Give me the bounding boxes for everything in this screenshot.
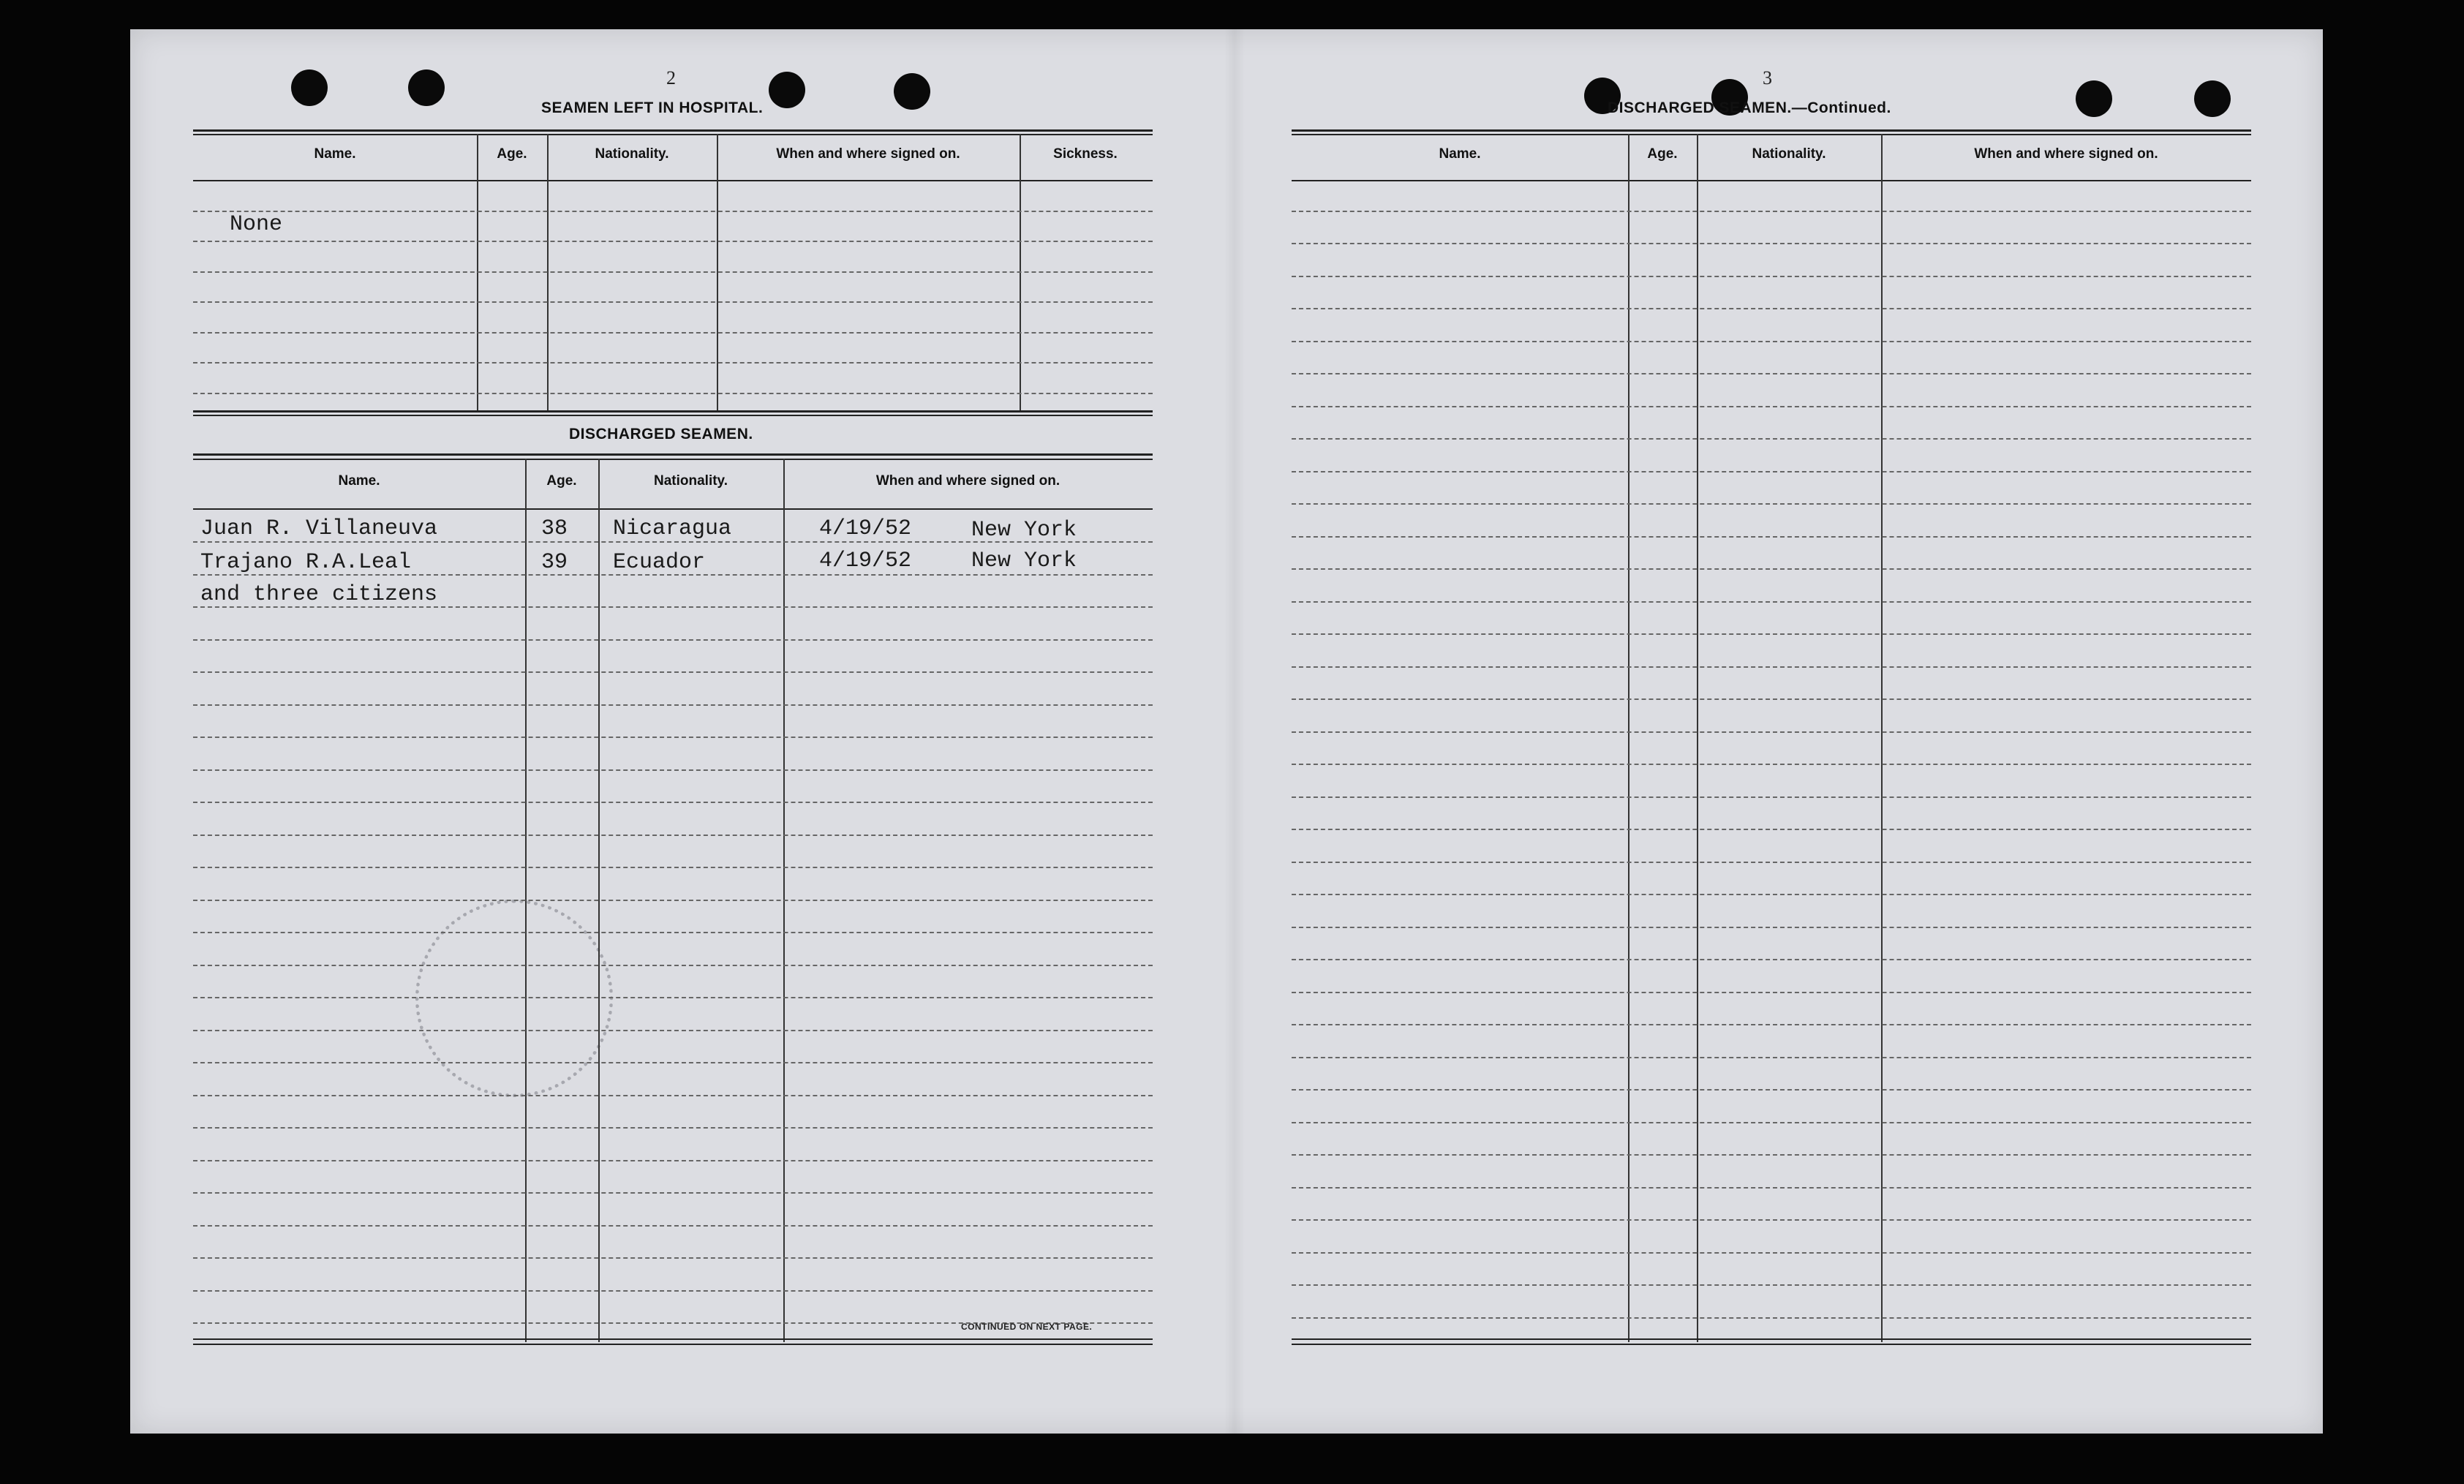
ruled-line	[193, 737, 1153, 738]
ruled-line	[193, 639, 1153, 641]
seaman-2-age: 39	[541, 550, 568, 575]
hospital-bottom-rule-2	[193, 415, 1153, 416]
right-top-rule-2	[1292, 134, 2251, 135]
ruled-line	[1292, 243, 2251, 244]
continued-note: CONTINUED ON NEXT PAGE.	[961, 1322, 1093, 1332]
ruled-line	[1292, 764, 2251, 765]
discharged-col-nationality: Nationality.	[654, 473, 728, 489]
left-page	[130, 29, 1235, 1434]
ruled-line	[1292, 438, 2251, 440]
hospital-section-title: SEAMEN LEFT IN HOSPITAL.	[541, 99, 764, 116]
hospital-col-signed-on: When and where signed on.	[776, 146, 960, 162]
ruled-line	[1292, 276, 2251, 277]
right-top-rule	[1292, 129, 2251, 132]
right-title-suffix: —Continued.	[1791, 99, 1891, 116]
discharged-bottom-rule-2	[193, 1344, 1153, 1345]
ruled-line	[1292, 308, 2251, 309]
ruled-line	[193, 241, 1153, 242]
ruled-line	[193, 671, 1153, 673]
ruled-line	[1292, 992, 2251, 993]
ruled-line	[1292, 406, 2251, 407]
right-col-divider	[1881, 134, 1883, 1342]
ruled-line	[193, 301, 1153, 303]
ruled-line	[193, 1257, 1153, 1259]
ruled-line	[1292, 927, 2251, 928]
ruled-line	[1292, 862, 2251, 863]
ruled-line	[193, 1225, 1153, 1227]
seaman-2-name: Trajano R.A.Leal	[200, 550, 412, 575]
ruled-line	[1292, 1122, 2251, 1123]
ruled-line	[1292, 1024, 2251, 1025]
ruled-line	[1292, 1089, 2251, 1091]
ruled-line	[1292, 666, 2251, 668]
ruled-line	[1292, 894, 2251, 895]
discharged-bottom-rule	[193, 1338, 1153, 1340]
ruled-line	[1292, 601, 2251, 603]
discharged-top-rule	[193, 453, 1153, 456]
ruled-line	[1292, 1219, 2251, 1221]
ruled-line	[193, 1160, 1153, 1161]
hospital-top-rule-2	[193, 134, 1153, 135]
ruled-line	[193, 1127, 1153, 1129]
hospital-col-name: Name.	[314, 146, 356, 162]
right-col-signed-on: When and where signed on.	[1974, 146, 2158, 162]
right-col-divider	[1628, 134, 1630, 1342]
right-col-age: Age.	[1647, 146, 1678, 162]
seaman-3-name: and three citizens	[200, 582, 438, 607]
hospital-top-rule	[193, 129, 1153, 132]
ruled-line	[1292, 503, 2251, 505]
ruled-line	[193, 769, 1153, 771]
document-sheet	[130, 29, 2323, 1434]
right-page	[1235, 29, 2323, 1434]
discharged-col-name: Name.	[338, 473, 380, 489]
ruled-line	[193, 1290, 1153, 1292]
right-col-name: Name.	[1439, 146, 1481, 162]
ruled-line	[193, 997, 1153, 998]
ruled-line	[1292, 698, 2251, 700]
seaman-1-name: Juan R. Villaneuva	[200, 516, 438, 541]
ruled-line	[193, 867, 1153, 868]
ruled-line	[1292, 1187, 2251, 1189]
discharged-col-age: Age.	[546, 473, 577, 489]
ruled-line	[193, 835, 1153, 836]
right-section-title	[1608, 99, 1891, 117]
ruled-line	[193, 1030, 1153, 1031]
seaman-2-nationality: Ecuador	[613, 550, 706, 575]
ruled-line	[1292, 1317, 2251, 1319]
right-bottom-rule	[1292, 1338, 2251, 1340]
right-bottom-rule-2	[1292, 1344, 2251, 1345]
ruled-line	[1292, 471, 2251, 472]
seaman-1-nationality: Nicaragua	[613, 516, 732, 541]
ruled-line	[193, 393, 1153, 394]
ruled-line	[193, 362, 1153, 364]
discharged-top-rule-2	[193, 459, 1153, 460]
ruled-line	[193, 1095, 1153, 1096]
ruled-line	[1292, 568, 2251, 570]
hospital-col-age: Age.	[497, 146, 527, 162]
ruled-line	[193, 271, 1153, 273]
ruled-line	[1292, 731, 2251, 733]
ruled-line	[1292, 211, 2251, 212]
hospital-header-rule	[193, 180, 1153, 181]
right-col-nationality: Nationality.	[1752, 146, 1826, 162]
right-title-main: DISCHARGED SEAMEN.	[1608, 99, 1792, 116]
seaman-1-place: New York	[971, 518, 1077, 543]
ruled-line	[1292, 633, 2251, 635]
ruled-line	[193, 1062, 1153, 1063]
seaman-1-age: 38	[541, 516, 568, 541]
discharged-header-rule	[193, 508, 1153, 510]
ruled-line	[193, 802, 1153, 803]
page-number: 3	[1763, 67, 1772, 88]
hospital-col-sickness: Sickness.	[1053, 146, 1118, 162]
hospital-entry-none: None	[230, 212, 283, 237]
seaman-2-place: New York	[971, 549, 1077, 573]
hospital-col-nationality: Nationality.	[595, 146, 669, 162]
ruled-line	[1292, 373, 2251, 374]
ruled-line	[1292, 959, 2251, 960]
ruled-line	[193, 704, 1153, 706]
discharged-section-title: DISCHARGED SEAMEN.	[569, 426, 753, 442]
ruled-line	[1292, 1154, 2251, 1156]
ruled-line	[1292, 829, 2251, 830]
ruled-line	[193, 932, 1153, 933]
right-col-divider	[1697, 134, 1698, 1342]
seaman-1-date: 4/19/52	[819, 516, 912, 541]
ruled-line	[193, 1192, 1153, 1194]
ruled-line	[1292, 1252, 2251, 1254]
ruled-line	[1292, 796, 2251, 798]
ruled-line	[193, 211, 1153, 212]
ruled-line	[1292, 341, 2251, 342]
right-header-rule	[1292, 180, 2251, 181]
page-number: 2	[666, 67, 676, 88]
ruled-line	[1292, 536, 2251, 538]
ruled-line	[193, 332, 1153, 334]
seaman-2-date: 4/19/52	[819, 549, 912, 573]
hospital-bottom-rule	[193, 410, 1153, 413]
ruled-line	[193, 900, 1153, 901]
ruled-line	[1292, 1057, 2251, 1058]
ruled-line	[1292, 1284, 2251, 1286]
discharged-col-signed-on: When and where signed on.	[875, 473, 1060, 489]
ruled-line	[193, 965, 1153, 966]
